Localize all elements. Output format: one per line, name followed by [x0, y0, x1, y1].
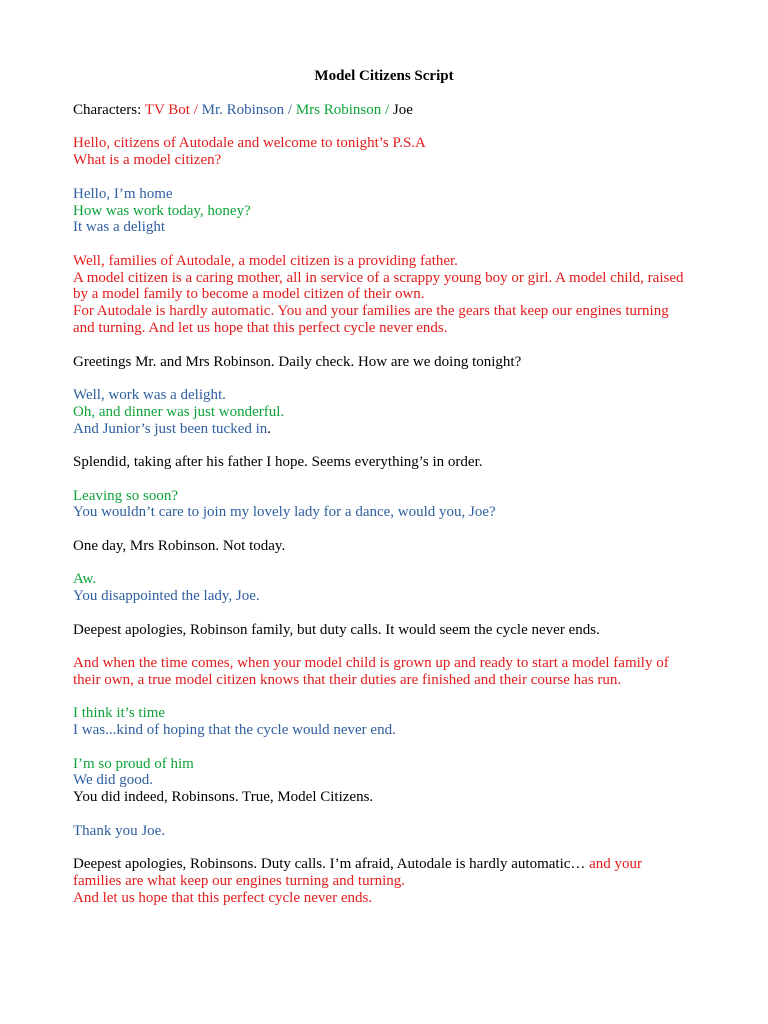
mr-robinson-line: Well, work was a delight. — [73, 387, 226, 403]
joe-line: Greetings Mr. and Mrs Robinson. Daily check. How are we doing tonight? — [73, 353, 522, 370]
mr-robinson-line: Thank you Joe. — [73, 822, 166, 839]
script-block — [73, 454, 693, 471]
script-block — [73, 856, 693, 906]
character-mr-robinson: Mr. Robinson — [201, 102, 285, 118]
mr-robinson-line: We did good. — [73, 772, 154, 789]
mrs-robinson-line: I think it’s time — [73, 705, 166, 722]
separator: / — [385, 102, 390, 118]
script-block — [73, 186, 693, 236]
separator: / — [287, 102, 293, 118]
joe-line: You did indeed, Robinsons. True, Model Citizens. — [73, 789, 374, 806]
joe-and-tv-bot-line — [73, 856, 693, 890]
script-block — [73, 488, 693, 522]
mr-robinson-line: You wouldn’t care to join my lovely lady for a dance, would you, Joe? — [73, 504, 496, 521]
characters-label: Characters: — [73, 102, 142, 118]
mrs-robinson-line: How was work today, honey? — [73, 202, 251, 219]
joe-line: Splendid, taking after his father I hope. Seems everything’s in order. — [73, 454, 483, 471]
document-title: Model Citizens Script — [314, 68, 454, 84]
separator: / — [193, 102, 198, 118]
period: . — [267, 420, 272, 437]
joe-line: One day, Mrs Robinson. Not today. — [73, 537, 286, 554]
script-block — [73, 705, 693, 739]
tv-bot-line: And when the time comes, when your model child is grown up and ready to start a model family of their own, a true model citizen knows that their duties are finished and their course has run. — [73, 655, 669, 688]
script-block — [73, 354, 693, 371]
mrs-robinson-line: Leaving so soon? — [73, 487, 178, 504]
mr-robinson-line: You disappointed the lady, Joe. — [73, 588, 260, 605]
characters-line — [73, 102, 693, 119]
tv-bot-line: Well, families of Autodale, a model citizen is a providing father. — [73, 252, 458, 269]
mr-robinson-line: It was a delight — [73, 219, 166, 236]
script-block — [73, 135, 693, 169]
script-block — [73, 622, 693, 639]
mrs-robinson-line: Oh, and dinner was just wonderful. — [73, 403, 285, 420]
tv-bot-line: What is a model citizen? — [73, 152, 222, 169]
tv-bot-line: And let us hope that this perfect cycle never ends. — [73, 889, 373, 906]
mr-robinson-line: I was...kind of hoping that the cycle would never end. — [73, 722, 396, 739]
joe-line: Deepest apologies, Robinson family, but duty calls. It would seem the cycle never ends. — [73, 621, 600, 638]
script-block — [73, 571, 693, 605]
character-joe: Joe — [392, 102, 413, 118]
tv-bot-line: Hello, citizens of Autodale and welcome to tonight’s P.S.A — [73, 135, 426, 152]
script-block — [73, 823, 693, 840]
mrs-robinson-line: Aw. — [73, 571, 97, 588]
script-block — [73, 756, 693, 806]
mr-robinson-line: Hello, I’m home — [73, 185, 173, 202]
mrs-robinson-line: I’m so proud of him — [73, 755, 194, 772]
script-block — [73, 538, 693, 555]
script-block — [73, 253, 693, 337]
tv-bot-line: A model citizen is a caring mother, all in service of a scrappy young boy or girl. A model child, raised by a model family to become a model citizen of their own. — [73, 269, 684, 303]
script-block — [73, 655, 693, 689]
mr-robinson-line — [73, 421, 693, 438]
script-block — [73, 387, 693, 437]
mr-robinson-text: And Junior’s just been tucked in — [73, 420, 268, 437]
tv-bot-line: and your families are what keep our engines turning and turning. — [73, 856, 643, 890]
character-mrs-robinson: Mrs Robinson — [295, 102, 382, 118]
joe-line: Deepest apologies, Robinsons. Duty calls. I’m afraid, Autodale is hardly automatic… — [73, 856, 586, 873]
character-tv-bot: TV Bot — [144, 102, 190, 118]
script-body — [73, 102, 693, 923]
tv-bot-line: For Autodale is hardly automatic. You and your families are the gears that keep our engines turning and turning. And let us hope that this perfect cycle never ends. — [73, 303, 669, 337]
